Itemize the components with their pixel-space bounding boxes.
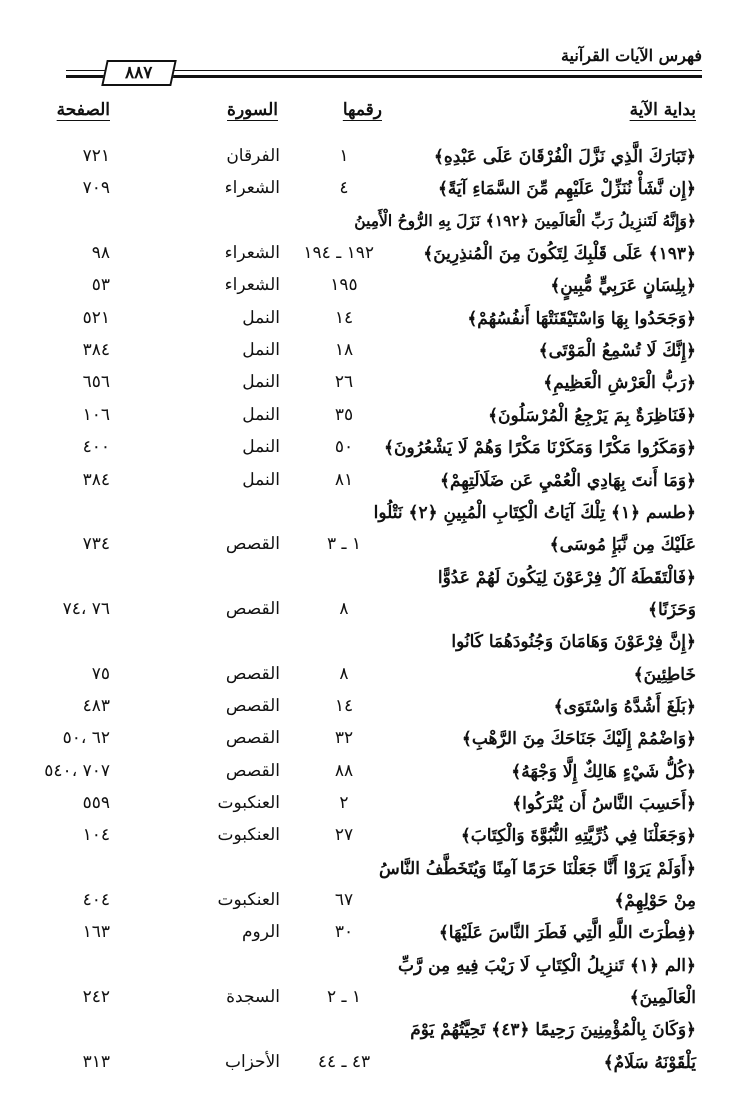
verse-text: ﴿١٩٣﴾ عَلَى قَلْبِكَ لِتَكُونَ مِنَ الْمُنذِرِينَ﴾ [423, 244, 696, 265]
surah-name: الروم [241, 922, 280, 943]
page-reference: ٧٣٤ [82, 534, 110, 555]
verse-text: ﴿وَكَانَ بِالْمُؤْمِنِينَ رَحِيمًا ﴿٤٣﴾ تَحِيَّتُهُمْ يَوْمَ [410, 1020, 696, 1041]
surah-name: الأحزاب [224, 1051, 280, 1072]
surah-name: العنكبوت [217, 890, 280, 911]
verse-number: ١ [339, 146, 349, 166]
verse-text: يَلْقَوْنَهُ سَلَامٌ﴾ [603, 1052, 696, 1073]
verse-number: ٨١ [334, 469, 354, 490]
verse-number: ١ ـ ٢ [326, 987, 362, 1008]
verse-text: ﴿كُلُّ شَيْءٍ هَالِكٌ إِلَّا وَجْهَهُ﴾ [511, 761, 696, 782]
verse-text: وَحَزَنًا﴾ [648, 599, 696, 620]
verse-text: ﴿فِطْرَتَ اللَّهِ الَّتِي فَطَرَ النَّاسَ عَلَيْهَا﴾ [438, 923, 696, 944]
verse-text: ﴿طسم ﴿١﴾ تِلْكَ آيَاتُ الْكِتَابِ الْمُبِينِ ﴿٢﴾ نَتْلُوا [373, 502, 696, 523]
surah-name: النمل [242, 372, 280, 393]
page-reference: ٣١٣ [82, 1051, 110, 1072]
verse-text: ﴿تَبَارَكَ الَّذِي نَزَّلَ الْفُرْقَانَ عَلَى عَبْدِهِ﴾ [433, 147, 696, 167]
surah-name: النمل [242, 437, 280, 458]
surah-name: النمل [242, 469, 280, 490]
surah-name: الشعراء [224, 178, 280, 199]
column-header-page: الصفحة [56, 100, 110, 120]
surah-name: العنكبوت [217, 825, 280, 846]
verse-text: ﴿فَالْتَقَطَهُ آلُ فِرْعَوْنَ لِيَكُونَ لَهُمْ عَدُوًّا [437, 567, 696, 588]
page-reference: ١٦٣ [82, 922, 110, 943]
page-reference: ٩٨ [91, 243, 110, 264]
column-header-surah: السورة [227, 100, 278, 120]
page-reference: ٧٠٩ [82, 178, 110, 199]
page-reference: ٣٨٤ [82, 340, 110, 361]
surah-name: السجدة [226, 987, 280, 1008]
verse-number: ٣٥ [334, 404, 354, 425]
surah-name: العنكبوت [217, 793, 280, 813]
page-reference: ٤٠٤ [82, 890, 110, 911]
page-reference: ٦٢ ،٥٠ [62, 728, 110, 749]
verse-text: ﴿بَلَغَ أَشُدَّهُ وَاسْتَوَى﴾ [553, 696, 696, 717]
column-header-number: رقمها [342, 100, 382, 120]
surah-name: القصص [225, 695, 280, 716]
surah-name: القصص [225, 728, 280, 749]
verse-text: ﴿وَجَعَلْنَا فِي ذُرِّيَّتِهِ النُّبُوَّةَ وَالْكِتَابَ﴾ [460, 826, 696, 847]
verse-number: ١ ـ ٣ [326, 534, 362, 555]
surah-name: الشعراء [224, 243, 280, 264]
verse-text: ﴿وَجَحَدُوا بِهَا وَاسْتَيْقَنَتْهَا أَنفُسُهُمْ﴾ [467, 308, 696, 329]
verse-text: ﴿إِنَّ فِرْعَوْنَ وَهَامَانَ وَجُنُودَهُمَا كَانُوا [451, 632, 696, 653]
verse-text: ﴿الم ﴿١﴾ تَنزِيلُ الْكِتَابِ لَا رَيْبَ فِيهِ مِن رَّبِّ [397, 955, 696, 976]
verse-number: ٨٨ [334, 760, 354, 781]
page-reference: ٧٠٧ ،٥٤٠ [44, 760, 110, 781]
page-reference: ٣٨٤ [82, 469, 110, 490]
page-reference: ٦٥٦ [82, 372, 110, 393]
verse-number: ٢٧ [334, 825, 354, 846]
verse-number: ٨ [339, 663, 349, 684]
page-reference: ٥٣ [91, 275, 110, 296]
surah-name: القصص [225, 598, 280, 619]
verse-number: ١٩٢ ـ ١٩٤ [303, 243, 374, 264]
surah-name: النمل [242, 340, 280, 361]
verse-number: ٣٢ [334, 728, 354, 749]
verse-text: ﴿رَبُّ الْعَرْشِ الْعَظِيمِ﴾ [543, 373, 696, 394]
verse-number: ٥٠ [334, 437, 354, 458]
verse-text: مِنْ حَوْلِهِمْ﴾ [614, 891, 696, 912]
page-reference: ٥٥٩ [82, 793, 110, 813]
page-number-box [101, 60, 177, 86]
verse-number: ٦٧ [334, 890, 354, 911]
verse-text: ﴿إِنَّكَ لَا تُسْمِعُ الْمَوْتَى﴾ [538, 341, 696, 362]
verse-number: ٢٦ [334, 372, 354, 393]
page-header [66, 44, 702, 82]
surah-name: القصص [225, 663, 280, 684]
verse-number: ١٤ [334, 307, 354, 328]
column-header-verse: بداية الآية [629, 100, 696, 120]
verse-text: ﴿أَوَلَمْ يَرَوْا أَنَّا جَعَلْنَا حَرَمًا آمِنًا وَيُتَخَطَّفُ النَّاسُ [378, 858, 696, 879]
verse-text: ﴿فَنَاظِرَةٌ بِمَ يَرْجِعُ الْمُرْسَلُونَ﴾ [488, 405, 696, 426]
page-reference: ١٠٤ [82, 825, 110, 846]
verse-number: ٤٣ ـ ٤٤ [317, 1051, 371, 1072]
page-reference: ٧٦ ،٧٤ [62, 598, 110, 619]
verse-text: ﴿بِلِسَانٍ عَرَبِيٍّ مُّبِينٍ﴾ [550, 276, 696, 297]
verse-text: عَلَيْكَ مِن نَّبَإِ مُوسَى﴾ [549, 535, 696, 556]
verse-number: ١٩٥ [330, 275, 358, 296]
verse-text: ﴿أَحَسِبَ النَّاسُ أَن يُتْرَكُوا﴾ [512, 794, 696, 814]
surah-name: القصص [225, 760, 280, 781]
verse-text: خَاطِئِينَ﴾ [633, 664, 696, 685]
verse-number: ٤ [339, 178, 349, 199]
verse-text: ﴿إِن نَّشَأْ نُنَزِّلْ عَلَيْهِم مِّنَ السَّمَاءِ آيَةً﴾ [437, 179, 696, 200]
verse-text: ﴿وَمَكَرُوا مَكْرًا وَمَكَرْنَا مَكْرًا وَهُمْ لَا يَشْعُرُونَ﴾ [384, 438, 696, 459]
verse-text: الْعَالَمِينَ﴾ [629, 988, 696, 1009]
verse-text: ﴿وَمَا أَنتَ بِهَادِي الْعُمْيِ عَن ضَلَالَتِهِمْ﴾ [439, 470, 696, 491]
surah-name: القصص [225, 534, 280, 555]
page-reference: ١٠٦ [82, 404, 110, 425]
verse-text: ﴿وَاضْمُمْ إِلَيْكَ جَنَاحَكَ مِنَ الرَّهْبِ﴾ [461, 729, 696, 750]
surah-name: النمل [242, 404, 280, 425]
page-reference: ٢٤٢ [82, 987, 110, 1008]
surah-name: النمل [242, 307, 280, 328]
page-reference: ٤٠٠ [82, 437, 110, 458]
verse-number: ٣٠ [334, 922, 354, 943]
surah-name: الفرقان [226, 146, 280, 166]
page-title: فهرس الآيات القرآنية [560, 46, 702, 65]
page-reference: ٧٢١ [82, 146, 110, 166]
surah-name: الشعراء [224, 275, 280, 296]
verse-number: ٨ [339, 598, 349, 619]
page-number: ٨٨٧ [125, 63, 153, 83]
page-reference: ٧٥ [91, 663, 110, 684]
verse-number: ١٨ [334, 340, 354, 361]
verse-text: ﴿وَإِنَّهُ لَتَنزِيلُ رَبِّ الْعَالَمِينَ ﴿١٩٢﴾ نَزَلَ بِهِ الرُّوحُ الْأَمِينُ [354, 210, 696, 230]
page-reference: ٥٢١ [82, 307, 110, 328]
page-reference: ٤٨٣ [82, 695, 110, 716]
verse-number: ٢ [339, 793, 349, 813]
verse-number: ١٤ [334, 695, 354, 716]
